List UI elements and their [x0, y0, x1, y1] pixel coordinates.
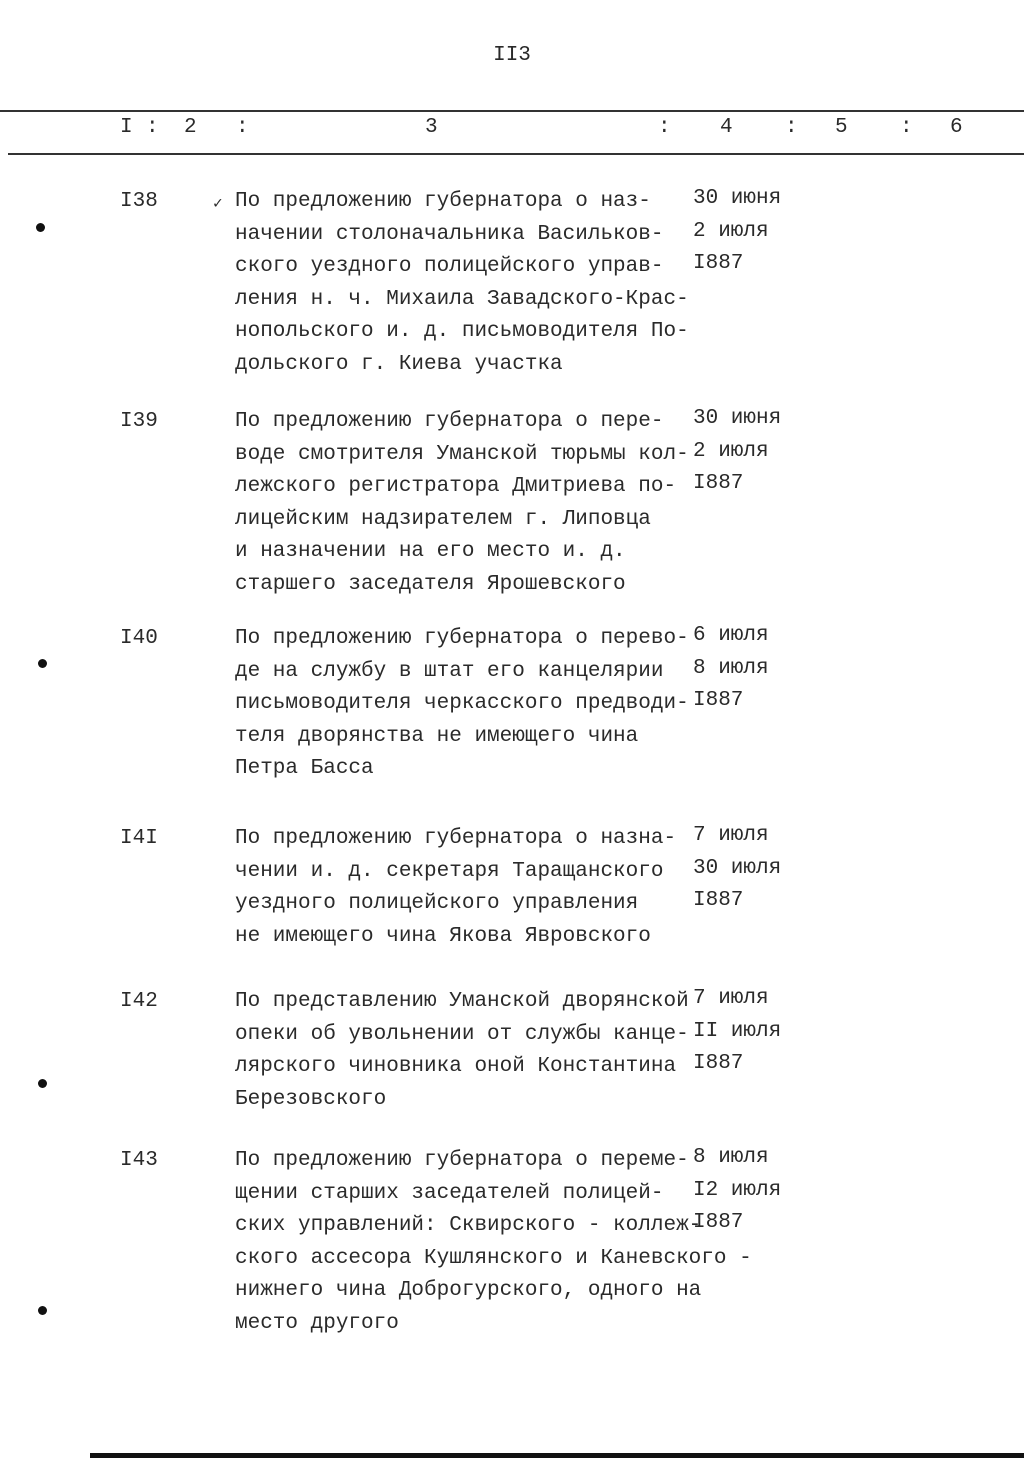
- description-line: По предложению губернатора о переме-: [235, 1149, 689, 1172]
- date-line: I887: [693, 472, 744, 495]
- column-header-5: 5: [835, 116, 848, 139]
- date-line: 7 июля: [693, 987, 769, 1010]
- description-line: Березовского: [235, 1087, 387, 1111]
- entry-dates: [693, 820, 781, 918]
- description-line: лярского чиновника оной Константина: [235, 1055, 677, 1078]
- date-line: 2 июля: [693, 439, 769, 463]
- date-line: 6 июля: [693, 624, 769, 647]
- date-line: I887: [693, 252, 744, 275]
- page-number: II3: [493, 44, 531, 67]
- entry-number: I43: [120, 1149, 158, 1172]
- entry-description: [235, 623, 689, 786]
- description-line: По предложению губернатора о назна-: [235, 827, 677, 850]
- entry-number: I38: [120, 190, 158, 213]
- date-line: I887: [693, 689, 744, 712]
- description-line: ления н. ч. Михаила Завадского-Крас-: [235, 287, 689, 311]
- entry-dates: [693, 183, 781, 281]
- column-separator: :: [236, 116, 249, 139]
- description-line: По предложению губернатора о перево-: [235, 627, 689, 650]
- column-header-3: 3: [425, 116, 438, 139]
- description-line: По предложению губернатора о пере-: [235, 410, 664, 433]
- description-line: нопольского и. д. письмоводителя По-: [235, 320, 689, 343]
- description-line: не имеющего чина Якова Явровского: [235, 924, 651, 948]
- date-line: 8 июля: [693, 1146, 769, 1169]
- column-separator: :: [900, 116, 913, 139]
- description-line: По предложению губернатора о наз-: [235, 190, 651, 213]
- column-separator: :: [785, 116, 798, 139]
- date-line: 2 июля: [693, 219, 769, 243]
- description-line: уездного полицейского управления: [235, 892, 639, 915]
- entry-dates: [693, 983, 781, 1081]
- description-line: и назначении на его место и. д.: [235, 540, 626, 563]
- entry-dates: [693, 403, 781, 501]
- column-separator: :: [658, 116, 671, 139]
- column-header-4: 4: [720, 116, 733, 139]
- column-header-1: I: [120, 116, 133, 139]
- description-line: Петра Басса: [235, 757, 374, 780]
- entry-number: I42: [120, 990, 158, 1013]
- header-bottom-rule: [8, 153, 1024, 155]
- description-line: дольского г. Киева участка: [235, 352, 563, 376]
- description-line: начении столоначальника Васильков-: [235, 222, 664, 246]
- description-line: ского ассесора Кушлянского и Каневского -: [235, 1246, 752, 1270]
- punch-hole-mark: [38, 659, 47, 668]
- column-header-2: 2: [184, 116, 197, 139]
- description-line: ского уездного полицейского управ-: [235, 255, 664, 278]
- entry-number: I40: [120, 627, 158, 650]
- column-header-6: 6: [950, 116, 963, 139]
- description-line: старшего заседателя Ярошевского: [235, 572, 626, 596]
- description-line: опеки об увольнении от службы канце-: [235, 1022, 689, 1046]
- date-line: I887: [693, 889, 744, 912]
- page-bottom-edge: [90, 1453, 1024, 1458]
- description-line: лицейским надзирателем г. Липовца: [235, 507, 651, 531]
- entry-number: I39: [120, 410, 158, 433]
- date-line: 30 июня: [693, 187, 782, 210]
- entry-number: I4I: [120, 827, 158, 850]
- punch-hole-mark: [36, 223, 45, 232]
- punch-hole-mark: [38, 1306, 47, 1315]
- entry-description: [235, 186, 689, 381]
- date-line: II июля: [693, 1019, 782, 1043]
- date-line: I887: [693, 1211, 744, 1234]
- description-line: письмоводителя черкасского предводи-: [235, 692, 689, 715]
- description-line: де на службу в штат его канцелярии: [235, 659, 664, 683]
- description-line: воде смотрителя Уманской тюрьмы кол-: [235, 442, 689, 466]
- entry-description: [235, 823, 676, 953]
- description-line: По представлению Уманской дворянской: [235, 990, 689, 1013]
- date-line: 30 июля: [693, 856, 782, 880]
- entry-dates: [693, 1142, 781, 1240]
- date-line: I2 июля: [693, 1178, 782, 1202]
- entry-dates: [693, 620, 769, 718]
- entry-description: [235, 406, 689, 601]
- date-line: I887: [693, 1052, 744, 1075]
- column-separator: :: [146, 116, 159, 139]
- entry-description: [235, 1145, 752, 1340]
- check-mark-icon: ✓: [213, 195, 223, 213]
- date-line: 7 июля: [693, 824, 769, 847]
- entry-description: [235, 986, 689, 1116]
- header-top-rule: [0, 110, 1024, 112]
- description-line: теля дворянства не имеющего чина: [235, 724, 639, 748]
- date-line: 8 июля: [693, 656, 769, 680]
- date-line: 30 июня: [693, 407, 782, 430]
- description-line: чении и. д. секретаря Таращанского: [235, 859, 664, 883]
- description-line: место другого: [235, 1311, 399, 1335]
- description-line: ских управлений: Сквирского - коллеж-: [235, 1214, 702, 1237]
- description-line: щении старших заседателей полицей-: [235, 1181, 664, 1205]
- description-line: нижнего чина Доброгурского, одного на: [235, 1279, 702, 1302]
- description-line: лежского регистратора Дмитриева по-: [235, 475, 677, 498]
- punch-hole-mark: [38, 1079, 47, 1088]
